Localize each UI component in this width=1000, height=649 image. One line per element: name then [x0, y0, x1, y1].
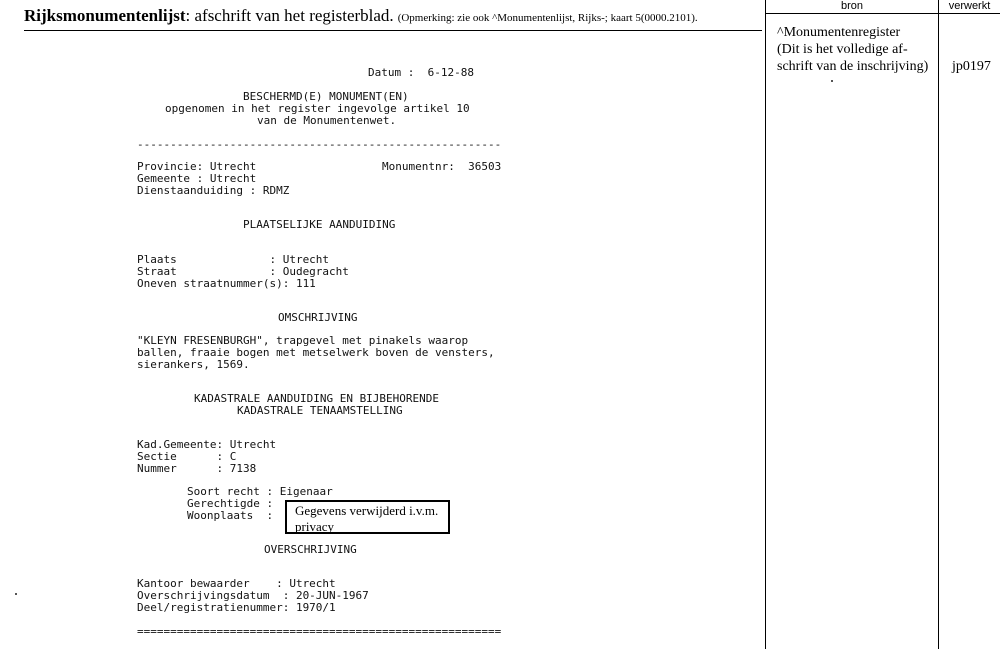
heading-monumentenwet: van de Monumentenwet.: [257, 114, 397, 127]
omschrijving-line: ballen, fraaie bogen met metselwerk boven de vensters,: [137, 346, 495, 359]
kad-gemeente: Kad.Gemeente: Utrecht: [137, 438, 277, 451]
section-kadastrale-aanduiding: KADASTRALE AANDUIDING EN BIJBEHORENDE: [194, 392, 440, 405]
bron-entry: [777, 24, 939, 75]
sectie: Sectie : C: [137, 450, 237, 463]
verwerkt-entry: jp0197: [952, 59, 991, 74]
datum: Datum : 6-12-88: [368, 66, 474, 79]
provincie: Provincie: Utrecht: [137, 160, 257, 173]
dienstaanduiding: Dienstaanduiding : RDMZ: [137, 184, 290, 197]
heading-monument: BESCHERMD(E) MONUMENT(EN): [243, 90, 409, 103]
scan-speck: [15, 593, 17, 595]
bron-line: schrift van de inschrijving): [777, 59, 929, 74]
page-title: Rijksmonumentenlijst: [24, 6, 186, 25]
omschrijving-line: "KLEYN FRESENBURGH", trapgevel met pinakels waarop: [137, 334, 469, 347]
equals-separator: =======================================================: [137, 625, 502, 638]
verwerkt-column-divider: [938, 0, 939, 649]
straat: Straat : Oudegracht: [137, 265, 349, 278]
section-overschrijving: OVERSCHRIJVING: [264, 543, 357, 556]
page-header: [24, 6, 762, 31]
bron-line: (Dit is het volledige af-: [777, 42, 908, 57]
woonplaats: Woonplaats :: [187, 509, 274, 522]
dash-separator: -------------------------------------------------------: [137, 138, 502, 151]
kantoor-bewaarder: Kantoor bewaarder : Utrecht: [137, 577, 336, 590]
bron-line: ^Monumentenregister: [777, 25, 901, 40]
verwerkt-column-header: verwerkt: [939, 0, 1000, 14]
bron-column-header: bron: [766, 0, 938, 14]
page-subtitle: : afschrift van het registerblad.: [185, 6, 394, 25]
section-plaatselijke-aanduiding: PLAATSELIJKE AANDUIDING: [243, 218, 396, 231]
gemeente: Gemeente : Utrecht: [137, 172, 257, 185]
soort-recht: Soort recht : Eigenaar: [187, 485, 333, 498]
overschrijvingsdatum: Overschrijvingsdatum : 20-JUN-1967: [137, 589, 369, 602]
omschrijving-line: sierankers, 1569.: [137, 358, 250, 371]
oneven-straatnummer: Oneven straatnummer(s): 111: [137, 277, 316, 290]
bron-column-divider: [765, 0, 766, 649]
header-note: (Opmerking: zie ook ^Monumentenlijst, Rijks-; kaart 5(0000.2101).: [397, 12, 698, 24]
section-kadastrale-tenaamstelling: KADASTRALE TENAAMSTELLING: [237, 404, 403, 417]
deel-registratienummer: Deel/registratienummer: 1970/1: [137, 601, 336, 614]
nummer: Nummer : 7138: [137, 462, 257, 475]
scan-speck: [831, 80, 833, 82]
heading-register: opgenomen in het register ingevolge artikel 10: [165, 102, 470, 115]
privacy-redaction-box: Gegevens verwijderd i.v.m. privacy: [285, 500, 450, 534]
section-omschrijving: OMSCHRIJVING: [278, 311, 358, 324]
monumentnummer: Monumentnr: 36503: [382, 160, 502, 173]
plaats: Plaats : Utrecht: [137, 253, 330, 266]
gerechtigde: Gerechtigde :: [187, 497, 274, 510]
